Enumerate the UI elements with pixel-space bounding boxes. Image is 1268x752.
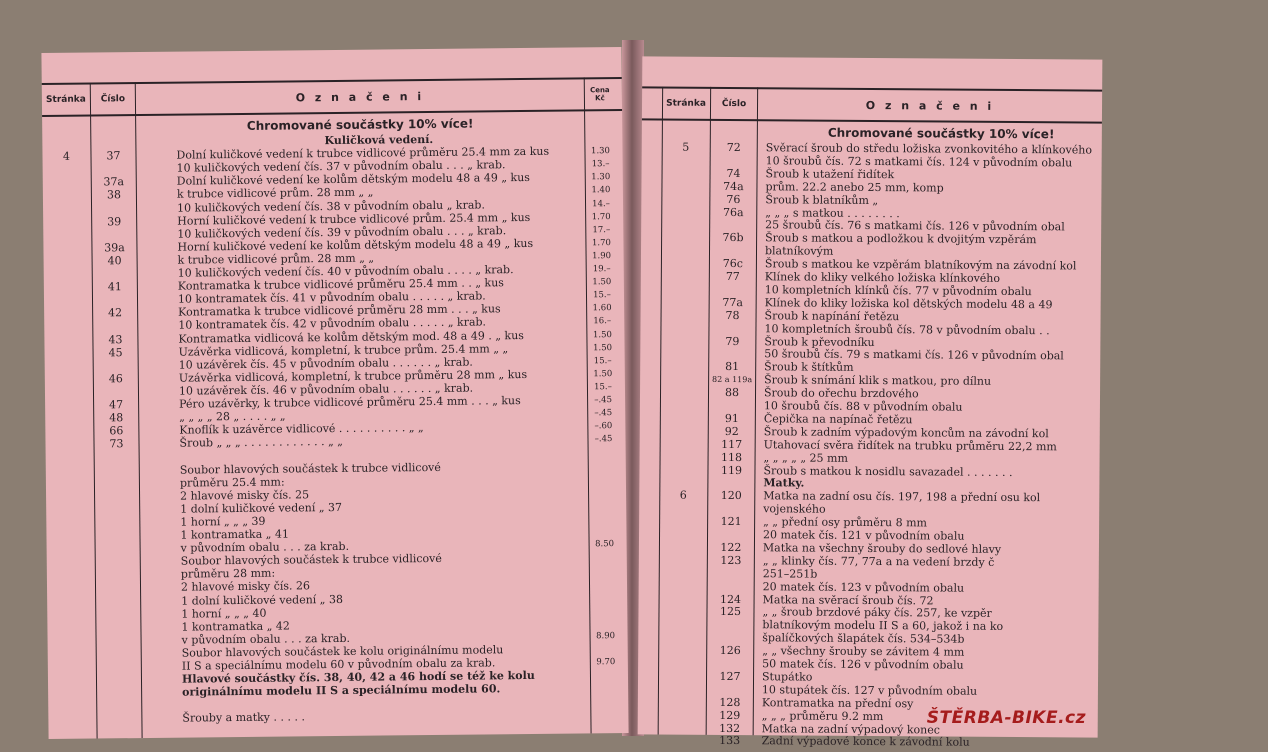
page-number: [45, 372, 93, 373]
item-description: Svěrací šroub do středu ložiska zvonkovitého a klínkového: [766, 141, 1096, 157]
item-description: 20 matek čís. 121 v původním obalu: [763, 528, 1093, 544]
item-description: Horní kuličkové vedení k trubce vidlicové prům. 25.4 mm „ kus: [177, 210, 582, 228]
page-number: [42, 137, 90, 138]
item-number: 129: [707, 708, 753, 722]
item-number: 92: [709, 425, 755, 439]
item-number: 47: [94, 398, 138, 412]
page-number: [43, 176, 91, 177]
left-page: [41, 47, 628, 739]
item-description: Klínek do kliky velkého ložiska klínkového: [765, 270, 1095, 286]
item-number: 74: [711, 167, 757, 181]
item-price: 8.50: [590, 537, 620, 551]
item-description: „ „ všechny šrouby se závitem 4 mm: [762, 644, 1092, 660]
page-number: [44, 320, 92, 321]
page-number: [44, 254, 92, 255]
item-description: „ „ „ s matkou . . . . . . . .: [765, 206, 1095, 222]
item-price: 1.70: [586, 236, 616, 250]
item-number: 119: [708, 463, 754, 477]
item-number: 78: [710, 309, 756, 323]
item-number: 123: [708, 554, 754, 568]
page-number: [46, 516, 94, 517]
item-number: 46: [94, 372, 138, 386]
item-description: špalíčkových šlapátek čís. 534–534b: [762, 631, 1092, 647]
item-number: 37: [91, 149, 135, 163]
item-description: 10 kompletních šroubů čís. 78 v původním obalu . .: [764, 322, 1094, 338]
item-number: 91: [709, 412, 755, 426]
page-number: [44, 281, 92, 282]
item-price: 1.30: [585, 144, 615, 158]
page-number: [44, 294, 92, 295]
item-description: Šrouby a matky . . . . .: [182, 708, 587, 726]
item-description: Šroub k utažení řidítek: [766, 167, 1096, 183]
item-description: Dolní kuličkové vedení k trubce vidlicové průměru 25.4 mm za kus: [176, 144, 581, 162]
item-description: „ „ „ průměru 9.2 mm: [762, 709, 1092, 725]
page-number: 6: [659, 489, 707, 503]
item-price: –.60: [588, 419, 618, 433]
item-price: –.45: [588, 393, 618, 407]
item-description: 1 horní „ „ „ 39: [180, 511, 585, 529]
item-description: „ „ „ „ „ 25 mm: [764, 451, 1094, 467]
item-description: Soubor hlavových součástek ke kolu originálnímu modelu: [182, 642, 587, 660]
right-section-title: Chromované součástky 10% více!: [758, 125, 1268, 143]
item-description: 20 matek čís. 123 v původním obalu: [763, 580, 1093, 596]
page-number: [47, 543, 95, 544]
page-number: [43, 202, 91, 203]
item-description: Dolní kuličkové vedení ke kolům dětským modelu 48 a 49 „ kus: [177, 171, 582, 189]
item-price: 8.90: [590, 629, 620, 643]
item-number: 133: [707, 734, 753, 748]
item-description: Matka na zadní osu čís. 197, 198 a přední osu kol: [763, 490, 1093, 506]
item-number: 132: [707, 721, 753, 735]
item-price: 1.70: [586, 210, 616, 224]
item-price: 16.–: [587, 314, 617, 328]
item-description: prům. 22.2 anebo 25 mm, komp: [765, 180, 1095, 196]
item-description: Horní kuličkové vedení ke kolům dětským modelu 48 a 49 „ kus: [177, 236, 582, 254]
page-number: 5: [662, 141, 710, 155]
right-page: [638, 56, 1103, 737]
item-number: 76c: [710, 257, 756, 271]
header-cislo: Číslo: [91, 84, 135, 114]
item-description: Šroub „ „ „ . . . . . . . . . . . . „ „: [179, 433, 584, 451]
page-number: [47, 569, 95, 570]
item-description: Šroub s matkou ke vzpěrám blatníkovým na závodní kol: [765, 257, 1095, 273]
item-number: 128: [707, 696, 753, 710]
page-number: [48, 647, 96, 648]
item-description: Kontramatka vidlicová ke kolům dětským mod. 48 a 49 . „ kus: [178, 328, 583, 346]
page-number: [46, 451, 94, 452]
item-description: k trubce vidlicové prům. 28 mm „ „: [178, 249, 583, 267]
item-number: 43: [93, 333, 137, 347]
item-price: 1.50: [587, 341, 617, 355]
header-stranka: Stránka: [42, 85, 90, 116]
item-number: 118: [709, 450, 755, 464]
page-number: [47, 595, 95, 596]
page-number: [43, 163, 91, 164]
item-description: v původním obalu . . . za krab.: [182, 629, 587, 647]
page-number: [46, 530, 94, 531]
item-price: 15.–: [588, 354, 618, 368]
item-description: 50 šroubů čís. 79 s matkami čís. 126 v původním obal: [764, 348, 1094, 364]
page-number: [48, 700, 96, 701]
item-price: 1.60: [587, 301, 617, 315]
item-number: 126: [707, 644, 753, 658]
item-number: 124: [708, 592, 754, 606]
item-number: 77a: [710, 296, 756, 310]
item-description: Péro uzávěrky, k trubce vidlicové průměru 25.4 mm . . . „ kus: [179, 393, 584, 411]
page-number: [43, 215, 91, 216]
left-section-title: Chromované součástky 10% více!: [136, 115, 584, 134]
item-number: 41: [93, 280, 137, 294]
item-description: průměru 28 mm:: [181, 564, 586, 582]
page-number: [45, 359, 93, 360]
item-number: 127: [707, 670, 753, 684]
item-description: 10 šroubů čís. 88 v původním obalu: [764, 399, 1094, 415]
page-number: [43, 241, 91, 242]
item-description: Kontramatka na přední osy: [762, 696, 1092, 712]
page-number: [48, 661, 96, 662]
item-description: 25 šroubů čís. 76 s matkami čís. 126 v původním obal: [765, 219, 1095, 235]
item-description: 10 kuličkových vedení čís. 37 v původním obalu . . . „ krab.: [177, 158, 582, 176]
item-price: 1.90: [587, 249, 617, 263]
item-description: Matka na svěrací šroub čís. 72: [763, 593, 1093, 609]
item-number: 79: [709, 334, 755, 348]
left-rows: [41, 47, 621, 53]
item-price: 1.50: [587, 275, 617, 289]
item-description: 10 uzávěrek čís. 46 v původním obalu . . . . . . „ krab.: [179, 380, 584, 398]
item-description: v původním obalu . . . za krab.: [181, 537, 586, 555]
item-number: 37a: [92, 175, 136, 189]
item-description: Uzávěrka vidlicová, kompletní, k trubce průměru 28 mm „ kus: [179, 367, 584, 385]
item-number: 117: [709, 438, 755, 452]
item-description: vojenského: [763, 502, 1093, 518]
item-description: „ „ klinky čís. 77, 77a a na vedení brzdy č: [763, 554, 1093, 570]
list-item: [638, 734, 1098, 751]
item-description: Uzávěrka vidlicová, kompletní, k trubce prům. 25.4 mm „ „: [178, 341, 583, 359]
item-description: „ „ přední osy průměru 8 mm: [763, 515, 1093, 531]
item-number: 76a: [710, 205, 756, 219]
item-description: Soubor hlavových součástek k trubce vidlicové: [180, 459, 585, 477]
header-stranka: Stránka: [662, 89, 710, 119]
item-description: Šroub k převodníku: [764, 335, 1094, 351]
item-number: 66: [94, 424, 138, 438]
item-number: 74a: [710, 180, 756, 194]
page-number: [47, 608, 95, 609]
item-description: Kontramatka k trubce vidlicové průměru 25.4 mm . . „ kus: [178, 275, 583, 293]
item-description: Utahovací svěra řidítek na trubku průměru 22,2 mm: [764, 438, 1094, 454]
item-description: 10 kuličkových vedení čís. 39 v původním obalu . . . „ krab.: [177, 223, 582, 241]
item-description: 10 kontramatek čís. 41 v původním obalu . . . . . „ krab.: [178, 289, 583, 307]
item-description: 10 kuličkových vedení čís. 40 v původním obalu . . . . „ krab.: [178, 262, 583, 280]
item-price: 13.–: [586, 157, 616, 171]
item-description: blatníkovým: [765, 244, 1095, 260]
header-oznaceni: O z n a č e n i: [758, 89, 1102, 121]
page-number: [47, 621, 95, 622]
item-description: 2 hlavové misky čís. 25: [180, 485, 585, 503]
page-number: [48, 674, 96, 675]
page-number: [45, 399, 93, 400]
item-price: –.45: [588, 432, 618, 446]
right-rows: [642, 56, 1102, 59]
item-description: 1 horní „ „ „ 40: [181, 603, 586, 621]
item-price: 9.70: [591, 655, 621, 669]
page-number: [46, 503, 94, 504]
item-description: Šroub s matkou a podložkou k dvojitým vzpěrám: [765, 232, 1095, 248]
page-number: [43, 189, 91, 190]
item-number: 125: [707, 605, 753, 619]
item-price: 1.50: [588, 367, 618, 381]
item-description: 1 kontramatka „ 42: [181, 616, 586, 634]
item-price: 1.40: [586, 183, 616, 197]
item-description: „ „ šroub brzdové páky čís. 257, ke vzpěr: [762, 606, 1092, 622]
item-description: Šroub k blatníkům „: [765, 193, 1095, 209]
item-description: 10 kuličkových vedení čís. 38 v původním obalu „ krab.: [177, 197, 582, 215]
item-description: 10 uzávěrek čís. 45 v původním obalu . . . . . . „ krab.: [179, 354, 584, 372]
item-number: 76: [710, 192, 756, 206]
header-cena: Cena Kč: [585, 79, 615, 109]
item-number: 76b: [710, 231, 756, 245]
page-number: [47, 582, 95, 583]
item-description: Šroub k štítkům: [764, 361, 1094, 377]
page-number: [45, 385, 93, 386]
page-number: [46, 464, 94, 465]
page-number: 4: [42, 150, 90, 165]
header-cislo: Číslo: [711, 89, 757, 119]
item-price: 17.–: [586, 223, 616, 237]
item-description: k trubce vidlicové prům. 28 mm „ „: [177, 184, 582, 202]
page-number: [48, 687, 96, 688]
item-number: 39a: [92, 241, 136, 255]
page-number: [45, 438, 93, 439]
item-description: II S a speciálnímu modelu 60 v původním obalu za krab.: [182, 655, 587, 673]
item-description: Matky.: [763, 477, 1093, 493]
item-number: 48: [94, 411, 138, 425]
item-number: 81: [709, 360, 755, 374]
page-number: [46, 477, 94, 478]
item-price: –.45: [588, 406, 618, 420]
item-description: Soubor hlavových součástek k trubce vidlicové: [181, 551, 586, 569]
item-description: 10 kontramatek čís. 42 v původním obalu . . . . . „ krab.: [178, 315, 583, 333]
item-number: 72: [711, 141, 757, 155]
item-description: 251–251b: [763, 567, 1093, 583]
item-description: Šroub do ořechu brzdového: [764, 386, 1094, 402]
item-number: 120: [708, 489, 754, 503]
item-number: 39: [92, 215, 136, 229]
item-description: Matka na všechny šrouby do sedlové hlavy: [763, 541, 1093, 557]
item-price: 14.–: [586, 197, 616, 211]
item-description: Knoflík k uzávěrce vidlicové . . . . . . . . . . „ „: [179, 420, 584, 438]
header-oznaceni: O z n a č e n i: [136, 79, 584, 114]
item-price: 1.50: [587, 328, 617, 342]
item-number: 122: [708, 541, 754, 555]
item-description: 1 dolní kuličkové vedení „ 37: [180, 498, 585, 516]
page-number: [47, 556, 95, 557]
item-description: Stupátko: [762, 670, 1092, 686]
page-number: [44, 307, 92, 308]
item-description: Čepička na napínač řetězu: [764, 412, 1094, 428]
item-description: 1 dolní kuličkové vedení „ 38: [181, 590, 586, 608]
item-number: 73: [94, 437, 138, 451]
item-description: Šroub k snímání klik s matkou, pro dílnu: [764, 373, 1094, 389]
item-description: „ „ „ „ 28 „ . . . . „ „: [179, 406, 584, 424]
item-number: 82 a 119a: [709, 373, 755, 387]
item-description: Kuličková vedení.: [176, 131, 581, 149]
item-price: 1.30: [586, 170, 616, 184]
item-description: 10 stupátek čís. 127 v původním obalu: [762, 683, 1092, 699]
item-number: 42: [93, 306, 137, 320]
item-number: 121: [708, 515, 754, 529]
page-number: [45, 412, 93, 413]
item-description: Matka na zadní výpadový konec: [762, 722, 1092, 738]
item-description: Kontramatka k trubce vidlicové průměru 28 mm . . . „ kus: [178, 302, 583, 320]
page-number: [45, 425, 93, 426]
page-number: [44, 346, 92, 347]
page-number: [48, 713, 96, 714]
item-description: originálnímu modelu II S a speciálnímu modelu 60.: [182, 682, 587, 700]
item-description: Šroub s matkou k nosidlu savazadel . . . . . . .: [763, 464, 1093, 480]
item-price: 15.–: [588, 380, 618, 394]
item-description: 2 hlavové misky čís. 26: [181, 577, 586, 595]
item-description: Zadní výpadové konce k závodní kolu: [762, 735, 1092, 751]
item-price: 19.–: [587, 262, 617, 276]
item-price: 15.–: [587, 288, 617, 302]
item-description: Hlavové součástky čís. 38, 40, 42 a 46 hodí se též ke kolu: [182, 668, 587, 686]
item-description: 10 šroubů čís. 72 s matkami čís. 124 v původním obalu: [766, 154, 1096, 170]
left-table-header: [42, 77, 622, 117]
item-description: Šroub k zadním výpadovým koncům na závodní kol: [764, 425, 1094, 441]
item-number: 77: [710, 270, 756, 284]
item-number: 38: [92, 188, 136, 202]
page-number: [48, 634, 96, 635]
item-description: 10 kompletních klínků čís. 77 v původním obalu: [765, 283, 1095, 299]
item-description: 1 kontramatka „ 41: [180, 524, 585, 542]
page-number: [46, 490, 94, 491]
item-description: 50 matek čís. 126 v původním obalu: [762, 657, 1092, 673]
item-description: Klínek do kliky ložiska kol dětských modelu 48 a 49: [765, 296, 1095, 312]
page-number: [44, 333, 92, 334]
watermark-logo: ŠTĚRBA-BIKE.cz: [927, 708, 1086, 728]
page-number: [43, 228, 91, 229]
item-description: blatníkovým modelu II S a 60, jakož i na ko: [762, 619, 1092, 635]
item-number: 45: [93, 346, 137, 360]
page-number: [44, 268, 92, 269]
item-description: Šroub k napínání řetězu: [765, 309, 1095, 325]
item-description: průměru 25.4 mm:: [180, 472, 585, 490]
item-number: 40: [93, 254, 137, 268]
item-number: 88: [709, 386, 755, 400]
